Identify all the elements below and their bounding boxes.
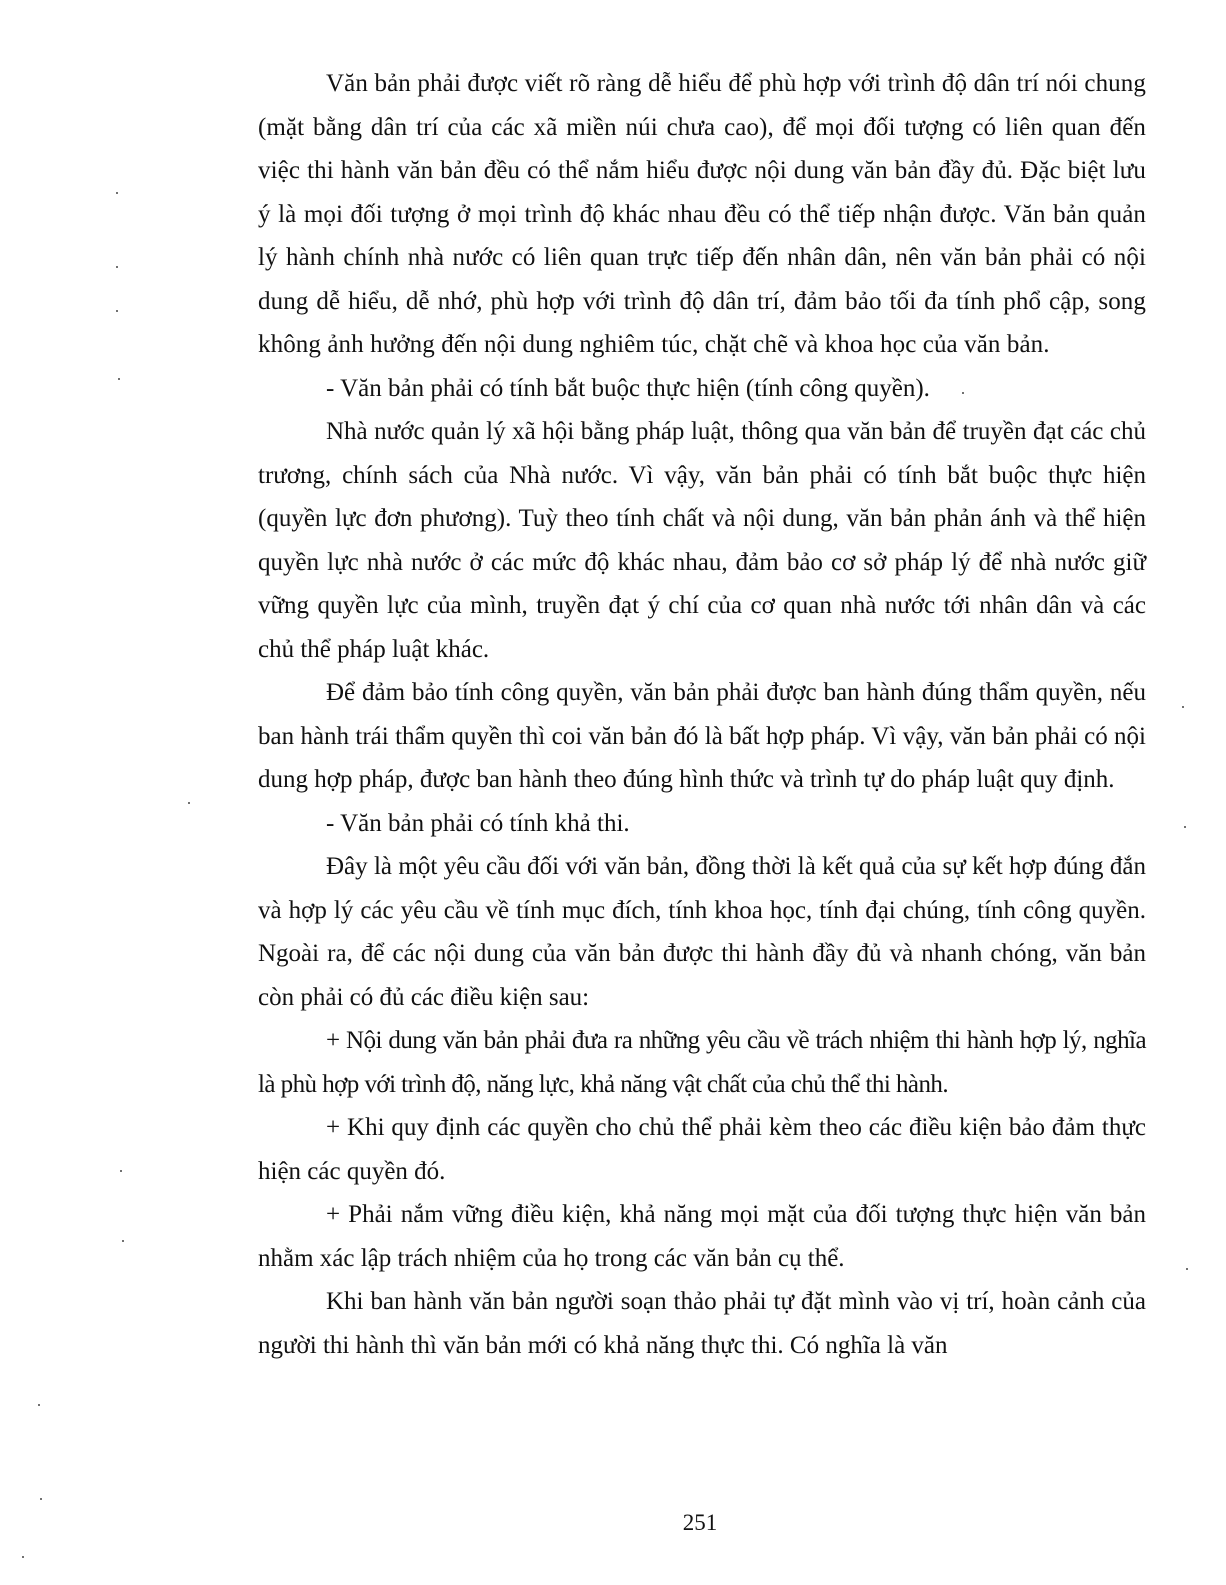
page-number: 251 (682, 1510, 718, 1535)
scan-speck (22, 1556, 24, 1558)
scan-speck (116, 192, 118, 194)
scan-speck (118, 378, 120, 380)
scan-speck (116, 310, 118, 312)
paragraph-public-authority: Để đảm bảo tính công quyền, văn bản phải được ban hành đúng thẩm quyền, nếu ban hành trái thẩm quyền thì coi văn bản đó là bất hợp pháp. Vì vậy, văn bản phải có nội dung hợp pháp, được ban hành theo đúng hình thức và trình tự do pháp luật quy định. (258, 679, 1146, 793)
scan-speck (1186, 1268, 1188, 1270)
paragraph-drafter-position: Khi ban hành văn bản người soạn thảo phải tự đặt mình vào vị trí, hoàn cảnh của người thi hành thì văn bản mới có khả năng thực thi. Có nghĩa là văn (258, 1288, 1146, 1359)
scan-speck (40, 1498, 42, 1500)
paragraph-state-management: Nhà nước quản lý xã hội bằng pháp luật, thông qua văn bản để truyền đạt các chủ trương, chính sách của Nhà nước. Vì vậy, văn bản phải có tính bắt buộc thực hiện (quyền lực đơn phương). Tuỳ theo tính chất và nội dung, văn bản phản ánh và thể hiện quyền lực nhà nước ở các mức độ khác nhau, đảm bảo cơ sở pháp lý để nhà nước giữ vững quyền lực của mình, truyền đạt ý chí của cơ quan nhà nước tới nhân dân và các chủ thể pháp luật khác. (258, 418, 1146, 663)
paragraph-mandatory-heading: - Văn bản phải có tính bắt buộc thực hiện (tính công quyền). (326, 374, 930, 402)
scan-speck (122, 1240, 124, 1242)
paragraph-condition-capability: + Phải nắm vững điều kiện, khả năng mọi mặt của đối tượng thực hiện văn bản nhằm xác lập trách nhiệm của họ trong các văn bản cụ thể. (258, 1201, 1146, 1272)
paragraph-feasibility: Đây là một yêu cầu đối với văn bản, đồng thời là kết quả của sự kết hợp đúng đắn và hợp lý các yêu cầu về tính mục đích, tính khoa học, tính đại chúng, tính công quyền. Ngoài ra, để các nội dung của văn bản được thi hành đầy đủ và nhanh chóng, văn bản còn phải có đủ các điều kiện sau: (258, 853, 1146, 1011)
paragraph-condition-responsibility: + Nội dung văn bản phải đưa ra những yêu cầu về trách nhiệm thi hành hợp lý, nghĩa là phù hợp với trình độ, năng lực, khả năng vật chất của chủ thể thi hành. (258, 1027, 1146, 1098)
scan-speck (1182, 706, 1184, 708)
paragraph-feasibility-heading: - Văn bản phải có tính khả thi. (326, 809, 630, 837)
scan-speck (188, 802, 190, 804)
scan-speck (116, 266, 118, 268)
scan-speck (120, 1170, 122, 1172)
body-text (258, 62, 1146, 1367)
scan-speck (1184, 826, 1186, 828)
scan-speck (962, 392, 964, 394)
paragraph-condition-rights: + Khi quy định các quyền cho chủ thể phải kèm theo các điều kiện bảo đảm thực hiện các quyền đó. (258, 1114, 1146, 1185)
paragraph-readability: Văn bản phải được viết rõ ràng dễ hiểu để phù hợp với trình độ dân trí nói chung (mặt bằng dân trí của các xã miền núi chưa cao), để mọi đối tượng có liên quan đến việc thi hành văn bản đều có thể nắm hiểu được nội dung văn bản đầy đủ. Đặc biệt lưu ý là mọi đối tượng ở mọi trình độ khác nhau đều có thể tiếp nhận được. Văn bản quản lý hành chính nhà nước có liên quan trực tiếp đến nhân dân, nên văn bản phải có nội dung dễ hiểu, dễ nhớ, phù hợp với trình độ dân trí, đảm bảo tối đa tính phổ cập, song không ảnh hưởng đến nội dung nghiêm túc, chặt chẽ và khoa học của văn bản. (258, 70, 1146, 358)
scan-speck (38, 1404, 40, 1406)
